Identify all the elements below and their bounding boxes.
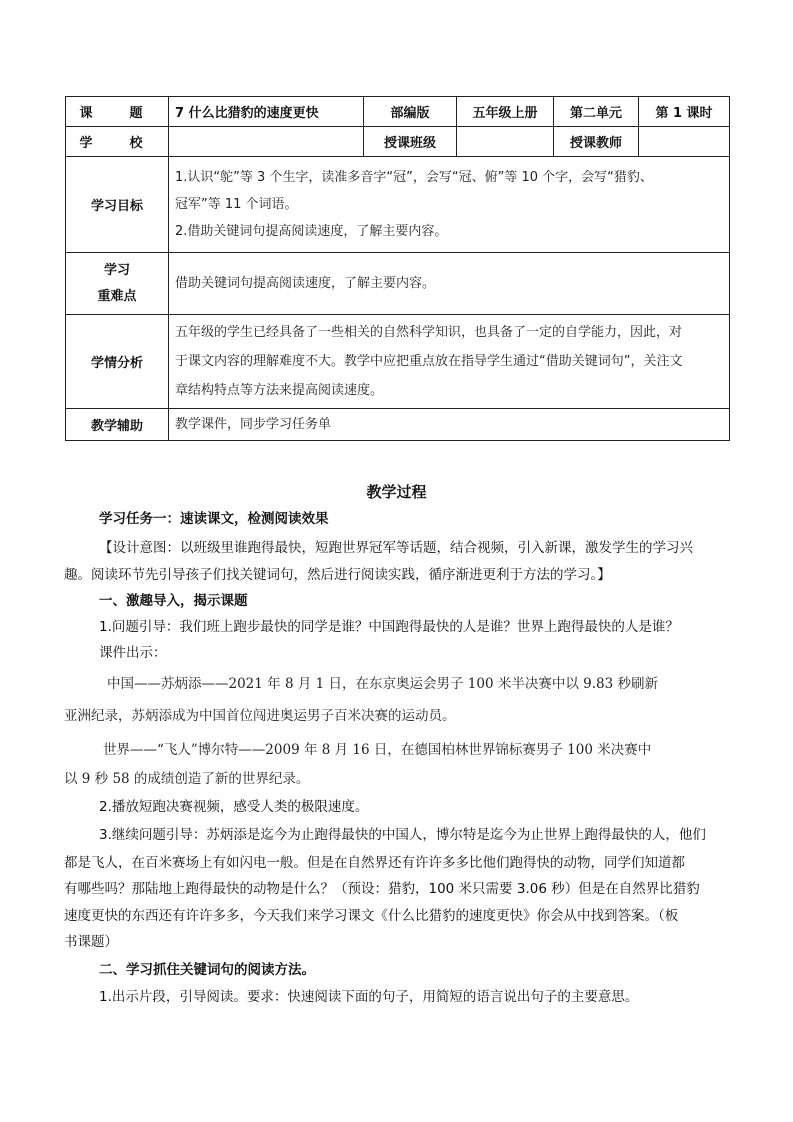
info-row-school [66,127,730,157]
edition: 部编版 [364,97,457,127]
topic-label: 课 题 [66,97,169,127]
task1-heading: 学习任务一：速读课文，检测阅读效果 [99,511,329,527]
school-value [169,127,364,157]
objectives-line: 冠军”等 11 个词语。 [175,197,298,212]
step3-line: 3.继续问题引导：苏炳添是迄今为止跑得最快的中国人，博尔特是迄今为止世界上跑得最快的人，他们 [99,827,706,843]
teacher-label: 授课教师 [554,127,639,157]
analysis-line: 五年级的学生已经具备了一些相关的自然科学知识，也具备了一定的自学能力，因此，对 [175,325,683,340]
aids-value: 教学课件，同步学习任务单 [169,409,730,441]
question-line: 1.问题引导：我们班上跑步最快的同学是谁？中国跑得最快的人是谁？世界上跑得最快的人是谁？ [99,619,679,635]
world-record-line: 世界——“飞人”博尔特——2009 年 8 月 16 日，在德国柏林世界锦标赛男子 100 米决赛中 [103,742,652,758]
objectives-line: 1.认识“鸵”等 3 个生字，读准多音字“冠”，会写“冠、俯”等 10 个字，会写“猎豹、 [175,170,653,185]
china-record-line: 亚洲纪录，苏炳添成为中国首位闯进奥运男子百米决赛的运动员。 [64,708,456,724]
design-intent-line: 【设计意图：以班级里谁跑得最快，短跑世界冠军等话题，结合视频，引入新课，激发学生的学习兴 [99,540,693,556]
unit: 第二单元 [554,97,639,127]
lesson-title: 7 什么比猎豹的速度更快 [169,97,364,127]
step3-line: 书课题） [64,934,118,950]
lesson-number: 第 1 课时 [639,97,730,127]
part2-step1-line: 1.出示片段，引导阅读。要求：快速阅读下面的句子，用简短的语言说出句子的主要意思。 [99,989,639,1005]
info-row-analysis [66,315,730,409]
world-record-line: 以 9 秒 58 的成绩创造了新的世界纪录。 [64,771,310,787]
teacher-value [639,127,730,157]
analysis-line: 于课文内容的理解难度不大。教学中应把重点放在指导学生通过“借助关键词句”，关注文 [175,354,683,369]
school-label: 学 校 [66,127,169,157]
objectives-label: 学习目标 [66,157,169,253]
step2-line: 2.播放短跑决赛视频，感受人类的极限速度。 [99,799,369,815]
courseware-label: 课件出示： [99,645,167,661]
info-row-objectives [66,157,730,253]
design-intent-line: 趣。阅读环节先引导孩子们找关键词句，然后进行阅读实践，循序渐进更利于方法的学习。】 [64,567,611,583]
analysis-content [169,315,730,409]
objectives-content [169,157,730,253]
analysis-line: 章结构特点等方法来提高阅读速度。 [175,383,384,398]
step3-line: 有哪些吗？那陆地上跑得最快的动物是什么？（预设：猎豹，100 米只需要 3.06 秒）但是在自然界比猎豹 [64,881,700,897]
lesson-info-table [65,96,730,441]
key-points-label [66,253,169,315]
key-points-label-line: 重难点 [97,288,137,304]
class-label: 授课班级 [364,127,457,157]
step3-line: 速度更快的东西还有许许多多，今天我们来学习课文《什么比猎豹的速度更快》你会从中找到答案。（板 [64,908,679,924]
key-points-value: 借助关键词句提高阅读速度，了解主要内容。 [169,253,730,315]
part2-heading: 二、学习抓住关键词句的阅读方法。 [99,962,315,978]
grade: 五年级上册 [457,97,554,127]
part1-heading: 一、激趣导入，揭示课题 [99,593,248,609]
objectives-line: 2.借助关键词句提高阅读速度，了解主要内容。 [175,224,448,239]
info-row-aids [66,409,730,441]
class-value [457,127,554,157]
process-title: 教学过程 [366,483,427,501]
info-row-topic [66,97,730,127]
aids-label: 教学辅助 [66,409,169,441]
step3-line: 都是飞人，在百米赛场上有如闪电一般。但是在自然界还有许许多多比他们跑得快的动物，同学们知道都 [64,855,685,871]
key-points-label-line: 学习 [103,262,130,278]
analysis-label: 学情分析 [66,315,169,409]
china-record-line: 中国——苏炳添——2021 年 8 月 1 日，在东京奥运会男子 100 米半决赛中以 9.83 秒刷新 [107,676,658,692]
info-row-key-points [66,253,730,315]
